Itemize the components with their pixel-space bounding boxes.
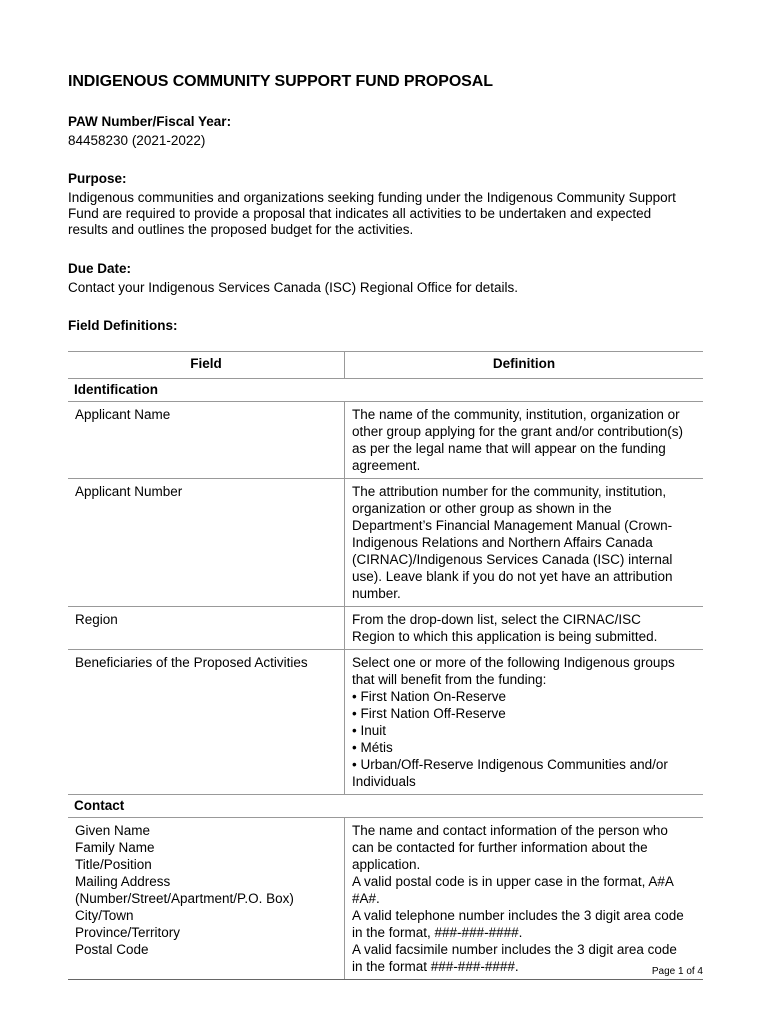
field-cell — [68, 818, 345, 980]
paw-heading: PAW Number/Fiscal Year: — [68, 114, 232, 129]
definition-text: Department’s Financial Management Manual (Crown- — [352, 518, 673, 533]
field-text: Region — [75, 612, 118, 627]
field-cell — [68, 402, 345, 479]
field-text: Mailing Address — [75, 874, 171, 889]
definition-text: in the format, ###-###-####. — [352, 925, 523, 940]
definition-text: application. — [352, 857, 421, 872]
definition-cell — [345, 818, 704, 980]
group-label: Contact — [68, 795, 703, 818]
definition-text: The name of the community, institution, organization or — [352, 407, 680, 422]
definition-text: The attribution number for the community, institution, — [352, 484, 667, 499]
field-text: Title/Position — [75, 857, 152, 872]
definition-text: Indigenous Relations and Northern Affairs Canada — [352, 535, 653, 550]
definition-text: • Inuit — [352, 723, 386, 738]
purpose-line: Fund are required to provide a proposal that indicates all activities to be undertaken and expected — [68, 206, 652, 221]
page-number: Page 1 of 4 — [651, 966, 703, 977]
definition-text: The name and contact information of the person who — [352, 823, 668, 838]
field-definitions-heading: Field Definitions: — [68, 318, 178, 333]
definition-text: Region to which this application is being submitted. — [352, 629, 658, 644]
group-label: Identification — [68, 379, 703, 402]
due-date-heading: Due Date: — [68, 261, 132, 276]
field-definitions-table — [68, 351, 703, 980]
table-header-row — [68, 352, 703, 379]
definition-text: • Urban/Off-Reserve Indigenous Communities and/or — [352, 757, 668, 772]
field-cell — [68, 650, 345, 795]
definition-text: From the drop-down list, select the CIRNAC/ISC — [352, 612, 641, 627]
definition-text: • Métis — [352, 740, 393, 755]
purpose-heading: Purpose: — [68, 171, 127, 186]
definition-text: other group applying for the grant and/or contribution(s) — [352, 424, 683, 439]
definition-text: A valid facsimile number includes the 3 digit area code — [352, 942, 677, 957]
field-text: Province/Territory — [75, 925, 181, 940]
definition-text: as per the legal name that will appear on the funding — [352, 441, 666, 456]
definition-text: (CIRNAC)/Indigenous Services Canada (ISC) internal — [352, 552, 673, 567]
field-cell — [68, 607, 345, 650]
definition-text: number. — [352, 586, 401, 601]
definition-text: that will benefit from the funding: — [352, 672, 547, 687]
purpose-text — [68, 190, 708, 238]
table-row — [68, 607, 703, 650]
field-text: Applicant Number — [75, 484, 183, 499]
field-text: Family Name — [75, 840, 155, 855]
table-row — [68, 479, 703, 607]
table-row — [68, 402, 703, 479]
purpose-line: Indigenous communities and organizations seeking funding under the Indigenous Community Support — [68, 190, 676, 205]
definition-text: use). Leave blank if you do not yet have an attribution — [352, 569, 673, 584]
definition-column-header: Definition — [345, 352, 704, 379]
table-group-row — [68, 379, 703, 402]
field-text: Beneficiaries of the Proposed Activities — [75, 655, 308, 670]
definition-text: in the format ###-###-####. — [352, 959, 519, 974]
definition-text: • First Nation Off-Reserve — [352, 706, 506, 721]
definition-cell — [345, 479, 704, 607]
table-group-row — [68, 795, 703, 818]
document-title: INDIGENOUS COMMUNITY SUPPORT FUND PROPOSAL — [68, 73, 493, 90]
definition-text: Individuals — [352, 774, 416, 789]
field-text: Postal Code — [75, 942, 149, 957]
definition-cell — [345, 650, 704, 795]
definition-text: • First Nation On-Reserve — [352, 689, 507, 704]
field-text: Given Name — [75, 823, 151, 838]
table-row — [68, 650, 703, 795]
definition-text: #A#. — [352, 891, 380, 906]
definition-text: A valid telephone number includes the 3 digit area code — [352, 908, 684, 923]
field-text: City/Town — [75, 908, 134, 923]
definition-text: organization or other group as shown in the — [352, 501, 612, 516]
due-date-value: Contact your Indigenous Services Canada (ISC) Regional Office for details. — [68, 280, 518, 295]
paw-value: 84458230 (2021-2022) — [68, 133, 206, 148]
field-text: Applicant Name — [75, 407, 171, 422]
table-body — [68, 379, 703, 980]
table-row — [68, 818, 703, 980]
definition-cell — [345, 402, 704, 479]
purpose-line: results and outlines the proposed budget for the activities. — [68, 222, 414, 237]
definition-text: Select one or more of the following Indigenous groups — [352, 655, 675, 670]
definition-text: A valid postal code is in upper case in the format, A#A — [352, 874, 674, 889]
field-text: (Number/Street/Apartment/P.O. Box) — [75, 891, 294, 906]
definition-text: can be contacted for further information about the — [352, 840, 648, 855]
field-cell — [68, 479, 345, 607]
definition-cell — [345, 607, 704, 650]
field-column-header: Field — [68, 352, 345, 379]
definition-text: agreement. — [352, 458, 421, 473]
